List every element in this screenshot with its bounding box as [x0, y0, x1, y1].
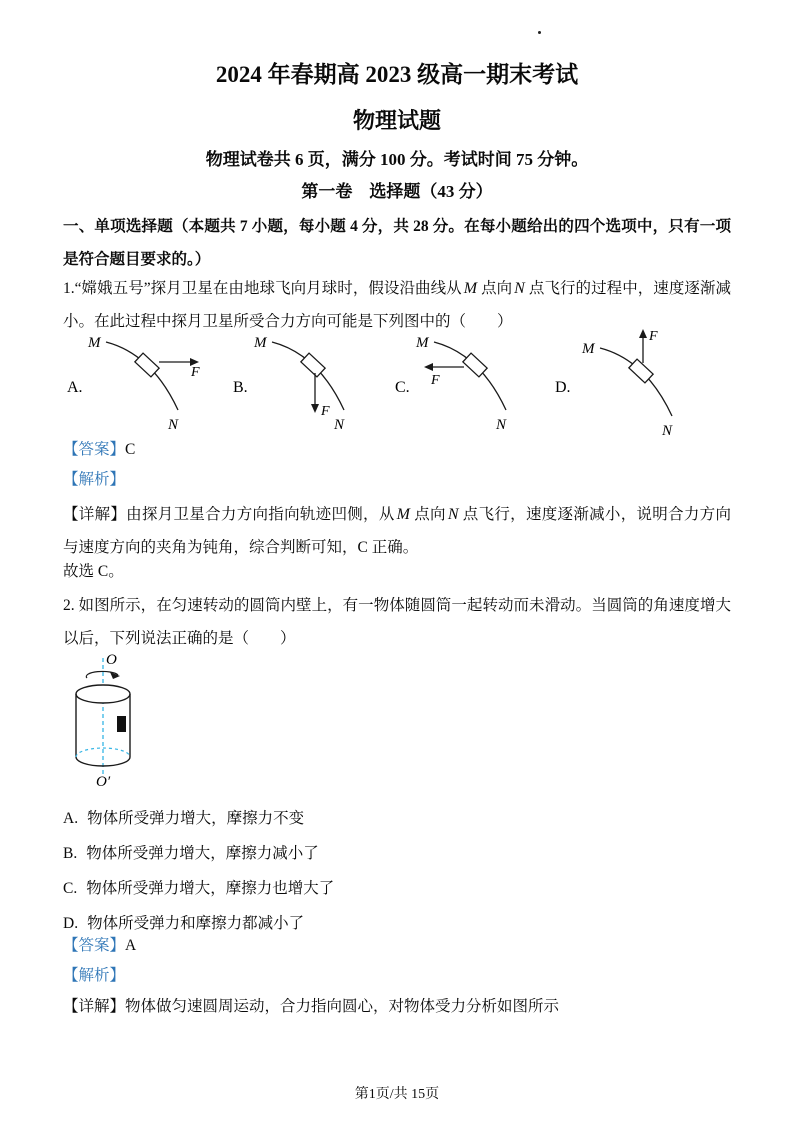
object-block — [117, 716, 126, 732]
q1-var-n: N — [514, 280, 525, 297]
cylinder-top-ellipse — [76, 685, 130, 703]
q1-diagram-option-b — [228, 326, 394, 438]
q2-answer-value: A — [125, 937, 137, 954]
point-m-label: M — [254, 335, 267, 351]
stray-dot-artifact — [538, 31, 541, 34]
q2-option-a-label: A. — [63, 810, 79, 827]
question-2-text: 2. 如图所示，在匀速转动的圆筒内壁上，有一物体随圆筒一起转动而未滑动。当圆筒的角速度增大以后，下列说法正确的是（ ） — [63, 597, 731, 647]
analysis-tag: 【解析】 — [63, 471, 126, 488]
q2-detail-text: 【详解】物体做匀速圆周运动，合力指向圆心，对物体受力分析如图所示 — [63, 998, 560, 1015]
option-b-label: B. — [233, 379, 248, 396]
answer-tag: 【答案】 — [63, 937, 126, 954]
q1-var-m: M — [463, 280, 478, 297]
q1-detail-between: 点向 — [413, 506, 446, 523]
q2-option-b — [63, 841, 731, 863]
q1-diagram-option-a — [62, 326, 228, 438]
q1-detail-after: 点飞行，速度逐渐减小，说明合力方向与速度方向的夹角为钝角，综合判断可知，C 正确。 — [63, 506, 731, 556]
q1-detail-var-m: M — [396, 506, 410, 523]
q1-answer-value: C — [125, 441, 136, 458]
force-arrowhead — [639, 329, 647, 338]
q2-analysis-row — [63, 966, 731, 986]
q2-option-a-text: 物体所受弹力增大，摩擦力不变 — [87, 810, 305, 827]
q2-answer-row — [63, 936, 731, 956]
section-heading: 一、单项选择题（本题共 7 小题，每小题 4 分，共 28 分。在每小题给出的四个选项中，只有一项是符合题目要求的。） — [63, 218, 731, 268]
page-number-footer: 第1页/共 15页 — [354, 1087, 440, 1102]
q1-detail-var-n: N — [447, 506, 459, 523]
q2-option-a — [63, 806, 731, 828]
force-f-label: F — [649, 329, 658, 344]
q1-answer-row — [63, 440, 731, 460]
point-n-label: N — [496, 417, 507, 433]
q1-conclusion: 故选 C。 — [63, 563, 124, 580]
axis-bottom-label: O′ — [96, 774, 111, 790]
q1-detail-before: 【详解】由探月卫星合力方向指向轨迹凹侧，从 — [63, 506, 395, 523]
option-d-label: D. — [555, 379, 571, 396]
q2-option-d-label: D. — [63, 915, 79, 932]
q2-option-c-text: 物体所受弹力增大，摩擦力也增大了 — [86, 880, 335, 897]
q2-cylinder-figure — [63, 650, 213, 792]
q1-text-after: 点飞行的过程中，速度逐渐减小。在此过程中探月卫星所受合力方向可能是下列图中的（ ） — [63, 280, 731, 330]
q1-diagram-option-d — [550, 326, 726, 438]
analysis-tag: 【解析】 — [63, 967, 126, 984]
q2-option-c-label: C. — [63, 880, 78, 897]
q2-option-d-text: 物体所受弹力和摩擦力都减小了 — [87, 915, 305, 932]
force-f-label: F — [321, 404, 330, 419]
exam-info-line: 物理试卷共 6 页，满分 100 分。考试时间 75 分钟。 — [205, 150, 589, 169]
q1-analysis-row — [63, 470, 731, 490]
axis-top-label: O — [106, 652, 117, 668]
point-m-label: M — [582, 341, 595, 357]
q1-diagram-option-c — [390, 326, 556, 438]
page-title: 2024 年春期高 2023 级高一期末考试 — [215, 62, 579, 87]
option-a-label: A. — [67, 379, 83, 396]
q2-option-b-label: B. — [63, 845, 78, 862]
force-f-label: F — [431, 373, 440, 388]
q1-detail-text — [63, 498, 731, 564]
q2-option-d — [63, 911, 731, 933]
q2-option-c — [63, 876, 731, 898]
part-heading: 第一卷 选择题（43 分） — [301, 182, 493, 201]
trajectory-curve — [272, 342, 344, 410]
answer-tag: 【答案】 — [63, 441, 126, 458]
point-n-label: N — [662, 423, 673, 438]
trajectory-curve — [106, 342, 178, 410]
force-f-label: F — [191, 365, 200, 380]
q1-text-between: 点向 — [481, 280, 513, 297]
trajectory-curve — [600, 348, 672, 416]
option-c-label: C. — [395, 379, 410, 396]
point-m-label: M — [416, 335, 429, 351]
q1-text-before: 1.“嫦娥五号”探月卫星在由地球飞向月球时，假设沿曲线从 — [63, 280, 462, 297]
q1-diagram-row — [62, 326, 732, 438]
force-arrowhead — [424, 363, 433, 371]
point-m-label: M — [88, 335, 101, 351]
q2-option-b-text: 物体所受弹力增大，摩擦力减小了 — [86, 845, 319, 862]
page-subtitle: 物理试题 — [352, 108, 441, 133]
point-n-label: N — [334, 417, 345, 433]
point-n-label: N — [168, 417, 179, 433]
trajectory-curve — [434, 342, 506, 410]
force-arrowhead — [311, 404, 319, 413]
